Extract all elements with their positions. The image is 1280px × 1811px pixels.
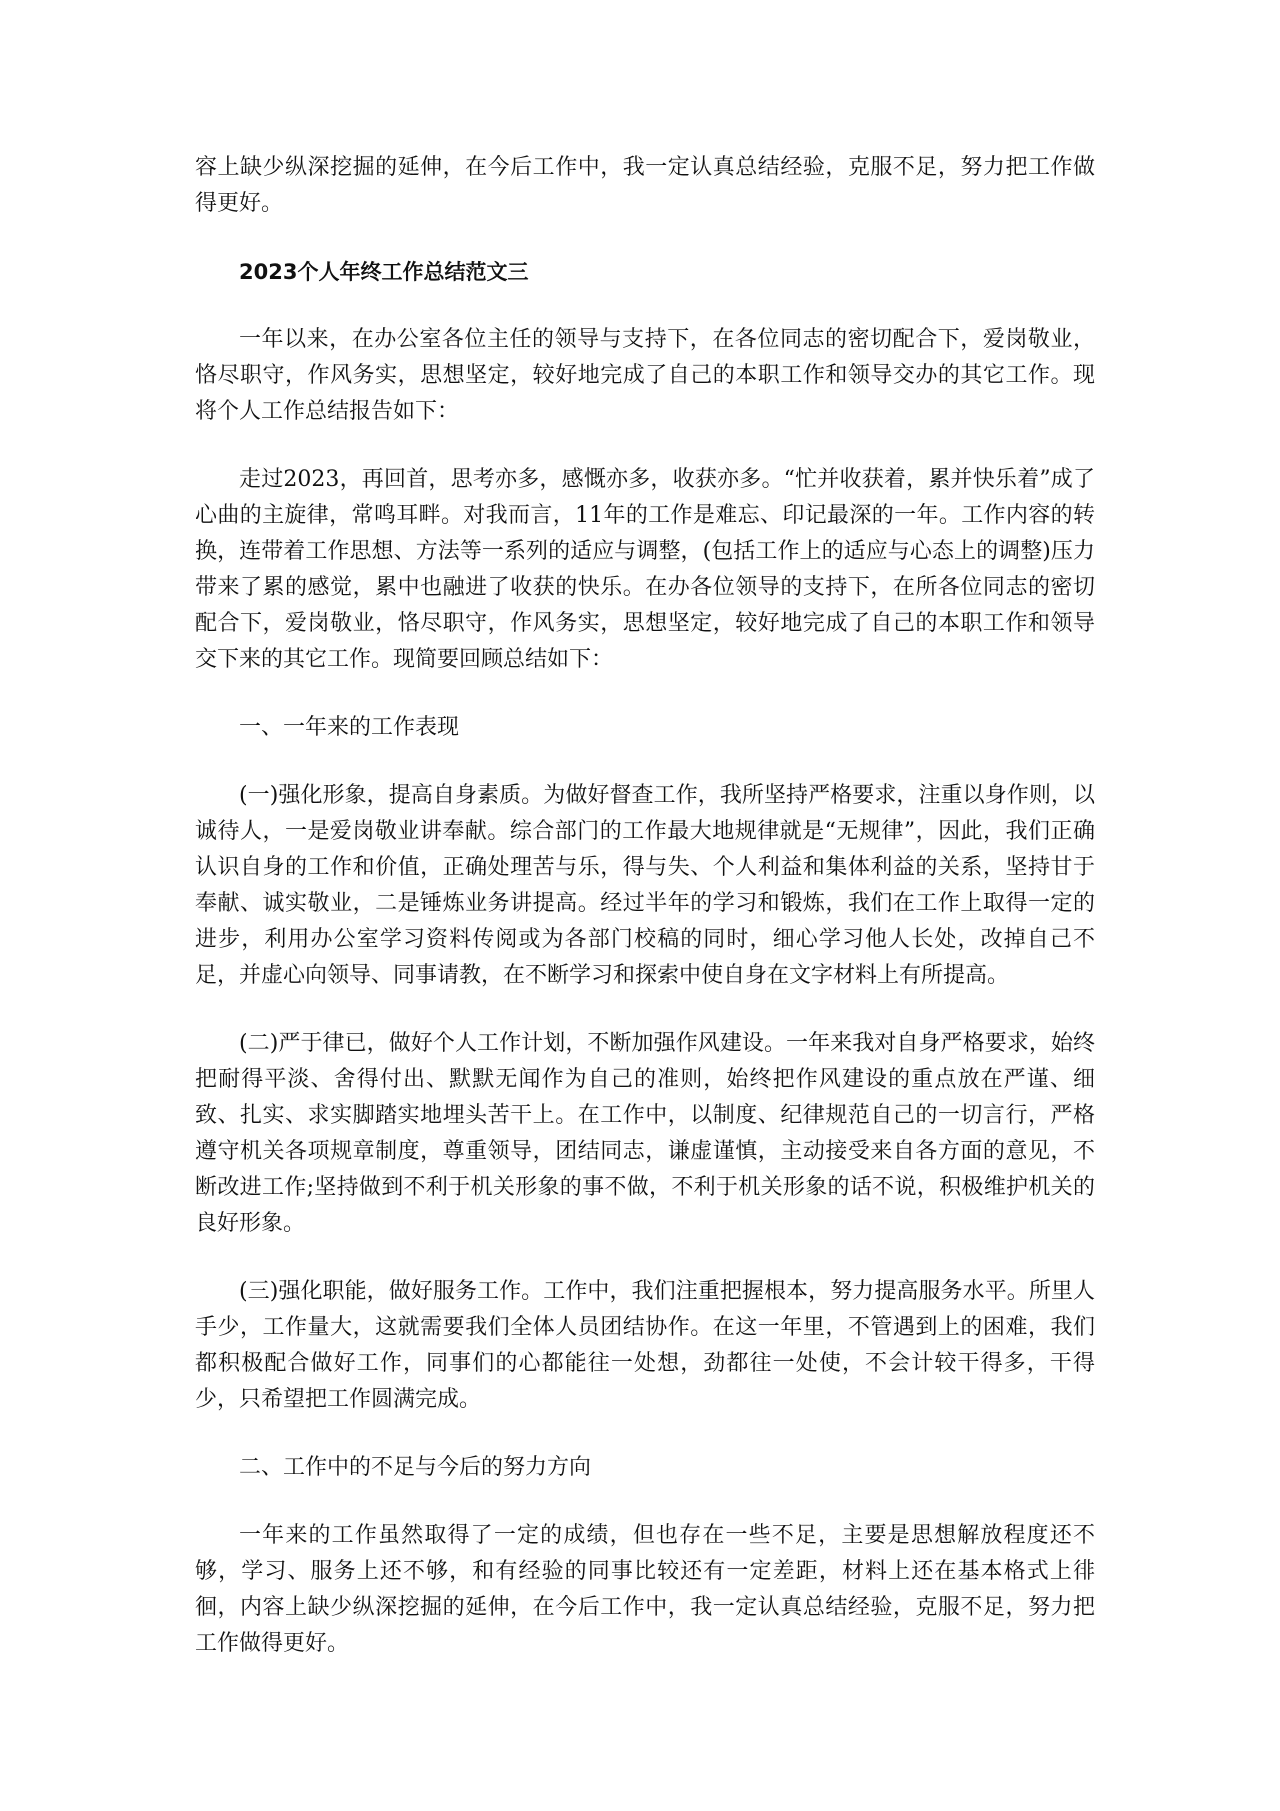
paragraph-item-3: (三)强化职能，做好服务工作。工作中，我们注重把握根本，努力提高服务水平。所里人手少，工作量大，这就需要我们全体人员团结协作。在这一年里，不管遇到上的困难，我们都积极配合做好工作，同事们的心都能往一处想，劲都往一处使，不会计较干得多，干得少，只希望把工作圆满完成。 <box>195 1279 1095 1412</box>
paragraph-gap <box>195 746 1095 778</box>
paragraph-review: 走过2023，再回首，思考亦多，感慨亦多，收获亦多。“忙并收获着，累并快乐着”成了心曲的主旋律，常鸣耳畔。对我而言，11年的工作是难忘、印记最深的一年。工作内容的转换，连带着工作思想、方法等一系列的适应与调整，(包括工作上的适应与心态上的调整)压力带来了累的感觉，累中也融进了收获的快乐。在办各位领导的支持下，在所各位同志的密切配合下，爱岗敬业，恪尽职守，作风务实，思想坚定，较好地完成了自己的本职工作和领导交下来的其它工作。现简要回顾总结如下： <box>195 467 1095 672</box>
paragraph-item-2: (二)严于律已，做好个人工作计划，不断加强作风建设。一年来我对自身严格要求，始终把耐得平淡、舍得付出、默默无闻作为自己的准则，始终把作风建设的重点放在严谨、细致、扎实、求实脚踏实地埋头苦干上。在工作中，以制度、纪律规范自己的一切言行，严格遵守机关各项规章制度，尊重领导，团结同志，谦虚谨慎，主动接受来自各方面的意见，不断改进工作;坚持做到不利于机关形象的事不做，不利于机关形象的话不说，积极维护机关的良好形象。 <box>195 1031 1095 1236</box>
paragraph-gap <box>195 678 1095 710</box>
subheading-shortcomings: 二、工作中的不足与今后的努力方向 <box>239 1455 592 1480</box>
section-heading: 2023个人年终工作总结范文三 <box>239 260 529 284</box>
paragraph-gap <box>195 1242 1095 1274</box>
paragraph-continuation: 容上缺少纵深挖掘的延伸，在今后工作中，我一定认真总结经验，克服不足，努力把工作做得更好。 <box>195 155 1095 216</box>
paragraph-gap <box>195 222 1095 254</box>
paragraph-gap <box>195 1418 1095 1450</box>
document-body <box>195 150 1095 1662</box>
paragraph-gap <box>195 430 1095 462</box>
paragraph-gap <box>195 1486 1095 1518</box>
paragraph-gap <box>195 994 1095 1026</box>
paragraph-conclusion: 一年来的工作虽然取得了一定的成绩，但也存在一些不足，主要是思想解放程度还不够，学习、服务上还不够，和有经验的同事比较还有一定差距，材料上还在基本格式上徘徊，内容上缺少纵深挖掘的延伸，在今后工作中，我一定认真总结经验，克服不足，努力把工作做得更好。 <box>195 1523 1095 1656</box>
paragraph-intro: 一年以来，在办公室各位主任的领导与支持下，在各位同志的密切配合下，爱岗敬业，恪尽职守，作风务实，思想坚定，较好地完成了自己的本职工作和领导交办的其它工作。现将个人工作总结报告如下： <box>195 327 1095 424</box>
paragraph-item-1: (一)强化形象，提高自身素质。为做好督查工作，我所坚持严格要求，注重以身作则，以诚待人，一是爱岗敬业讲奉献。综合部门的工作最大地规律就是“无规律”，因此，我们正确认识自身的工作和价值，正确处理苦与乐，得与失、个人利益和集体利益的关系，坚持甘于奉献、诚实敬业，二是锤炼业务讲提高。经过半年的学习和锻炼，我们在工作上取得一定的进步，利用办公室学习资料传阅或为各部门校稿的同时，细心学习他人长处，改掉自己不足，并虚心向领导、同事请教，在不断学习和探索中使自身在文字材料上有所提高。 <box>195 783 1095 988</box>
paragraph-gap <box>195 290 1095 322</box>
subheading-performance: 一、一年来的工作表现 <box>239 715 460 740</box>
